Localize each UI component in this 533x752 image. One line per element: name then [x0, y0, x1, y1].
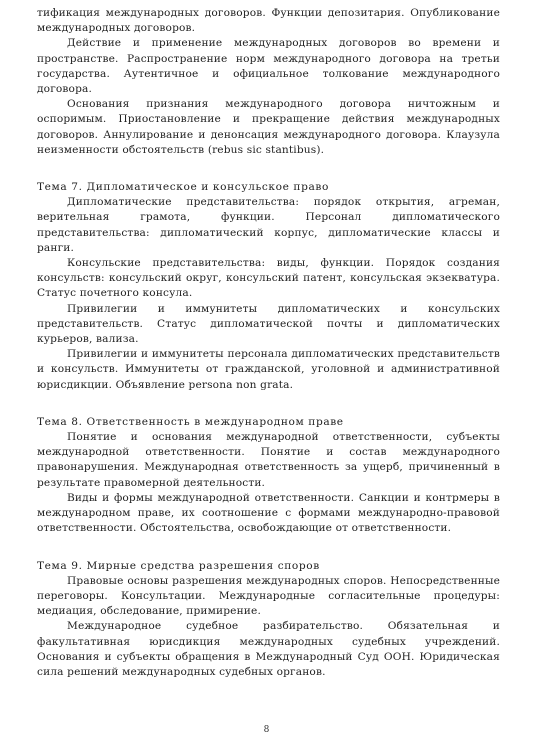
section-topic-7	[37, 180, 500, 393]
intro-paragraph-2: Действие и применение международных договоров во времени и пространстве. Распространение норм международного договора на третьи государства. Аутентичное и официальное толкование международного договора.	[37, 37, 500, 96]
topic-8-paragraph-1: Понятие и основания международной ответственности, субъекты международной ответственности. Понятие и состав международного правонарушения. Международная ответственность за ущерб, причиненный в результате правомерной деятельности.	[37, 431, 500, 489]
topic-7-paragraph-4: Привилегии и иммунитеты персонала дипломатических представительств и консульств. Иммунитеты от гражданской, уголовной и административной юрисдикции. Объявление persona non grata.	[37, 348, 500, 391]
topic-7-paragraph-3: Привилегии и иммунитеты дипломатических и консульских представительств. Статус дипломатической почты и дипломатических курьеров, вализа.	[37, 302, 500, 346]
section-topic-9	[37, 559, 500, 681]
section-heading-topic-8: Тема 8. Ответственность в международном праве	[37, 415, 344, 428]
topic-7-paragraph-1: Дипломатические представительства: порядок открытия, агреман, верительная грамота, функции. Персонал дипломатического представительства: дипломатический корпус, дипломатические классы и ранги.	[37, 196, 500, 254]
page-number: 8	[263, 725, 270, 735]
document-page	[37, 6, 500, 680]
section-heading-topic-9: Тема 9. Мирные средства разрешения споров	[37, 559, 320, 572]
intro-block	[37, 6, 500, 158]
intro-paragraph-3: Основания признания международного договора ничтожным и оспоримым. Приостановление и прекращение действия международных договоров. Аннулирование и денонсация международного договора. Клаузула неизменности обстоятельств (rebus sic stantibus).	[37, 98, 500, 156]
topic-8-paragraph-2: Виды и формы международной ответственности. Санкции и контрмеры в международном праве, их соотношение с формами международно-правовой ответственности. Обстоятельства, освобождающие от ответственности.	[37, 491, 500, 535]
intro-paragraph-1: тификация международных договоров. Функции депозитария. Опубликование международных договоров.	[37, 7, 500, 35]
section-heading-topic-7: Тема 7. Дипломатическое и консульское право	[37, 181, 329, 194]
section-topic-8	[37, 415, 500, 537]
topic-7-paragraph-2: Консульские представительства: виды, функции. Порядок создания консульств: консульский округ, консульский патент, консульская экзекватура. Статус почетного консула.	[37, 257, 500, 300]
topic-9-paragraph-1: Правовые основы разрешения международных споров. Непосредственные переговоры. Консультации. Международные согласительные процедуры: медиация, обследование, примирение.	[37, 574, 500, 618]
topic-9-paragraph-2: Международное судебное разбирательство. Обязательная и факультативная юрисдикция международных судебных учреждений. Основания и субъекты обращения в Международный Суд ООН. Юридическая сила решений международных судебных органов.	[37, 620, 500, 678]
